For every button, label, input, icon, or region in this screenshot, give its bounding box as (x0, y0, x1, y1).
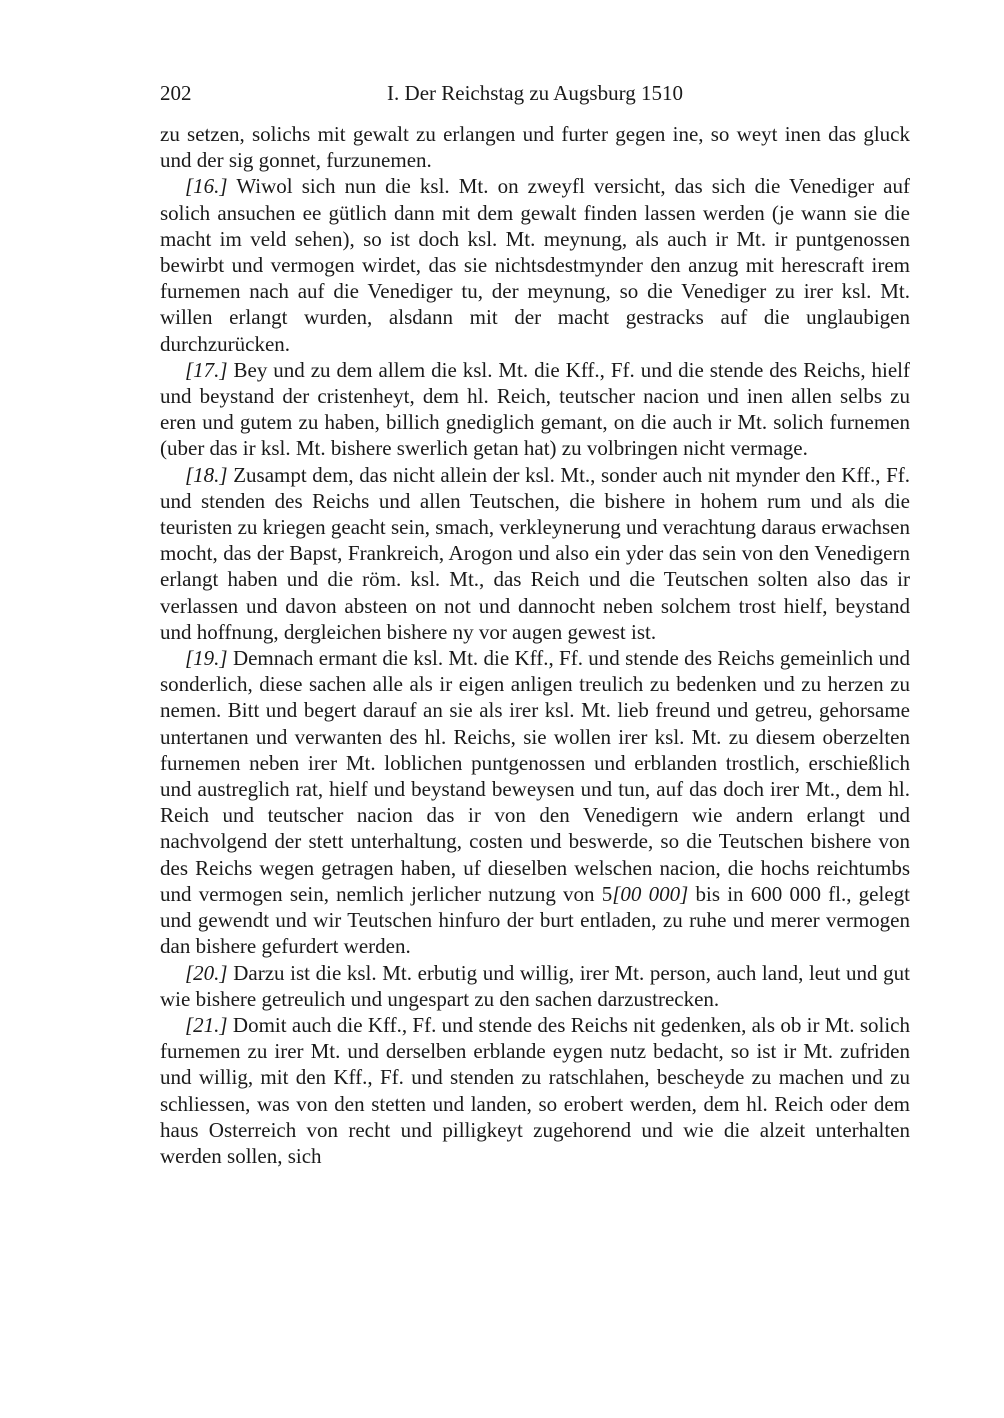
paragraph-number: [16.] (185, 174, 228, 199)
editorial-insert: [00 000] (612, 881, 689, 906)
paragraph-16 (160, 173, 910, 356)
running-title: I. Der Reichstag zu Augsburg 1510 (387, 81, 683, 105)
paragraph-text: Darzu ist die ksl. Mt. erbutig und willig, irer Mt. person, auch land, leut und gut wie bishere getreulich und ungespart zu den sachen darzustrecken. (160, 960, 911, 1011)
body-text (160, 121, 910, 1169)
paragraph-number: [17.] (185, 357, 228, 382)
paragraph-text: Bey und zu dem allem die ksl. Mt. die Kff., Ff. und die stende des Reichs, hielf und beystand der cristenheyt, dem hl. Reich, teutscher nacion und inen allen selbs zu eren und gutem zu haben, billich gnediglich gemant, on die auch ir Mt. solich furnemen (uber das ir ksl. Mt. bishere swerlich getan hat) zu volbringen nicht vermage. (160, 357, 911, 461)
paragraph-number: [18.] (185, 462, 228, 487)
paragraph-18 (160, 462, 910, 645)
paragraph-21 (160, 1012, 910, 1169)
paragraph-text: Domit auch die Kff., Ff. und stende des Reichs nit gedenken, als ob ir Mt. solich furnemen zu irer Mt. und derselben erblande eygen nutz bedacht, so ist ir Mt. zufriden und willig, mit den Kff., Ff. und stenden zu ratschlahen, bescheyde zu machen und zu schliessen, was von den stetten und landen, so erobert werden, dem hl. Reich oder dem haus Osterreich von recht und pilligkeyt zugehorend und wie die alzeit unterhalten werden sollen, sich (160, 1012, 910, 1168)
paragraph-number: [19.] (185, 646, 228, 671)
paragraph-text-continued: bis in 600 000 fl., gelegt und gewendt und wir Teutschen hinfuro der burt entladen, zu ruhe und merer vermogen dan bishere gefurdert werden. (160, 881, 910, 959)
running-head (160, 78, 910, 108)
paragraph-number: [20.] (185, 960, 228, 985)
paragraph-number: [21.] (185, 1012, 228, 1037)
paragraph-20 (160, 960, 910, 1012)
paragraph-continuation (160, 121, 910, 173)
paragraph-text: zu setzen, solichs mit gewalt zu erlangen und furter gegen ine, so weyt inen das gluck und der sig gonnet, furzunemen. (160, 122, 910, 173)
paragraph-text: Wiwol sich nun die ksl. Mt. on zweyfl versicht, das sich die Venediger auf solich ansuchen ee gütlich dann mit dem gewalt finden lassen werden (je wann sie die macht im veld sehen), so ist doch ksl. Mt. meynung, als auch ir Mt. ir puntgenossen bewirbt und vermogen wirdet, das sie nichtsdestmynder den anzug mit herescraft irem furnemen nach auf die Venediger tu, der meynung, so die Venediger zu irer ksl. Mt. willen erlangt wurden, alsdann mit der macht gestracks auf die unglaubigen durchzurücken. (160, 174, 910, 356)
page-number: 202 (160, 81, 192, 105)
paragraph-text: Zusampt dem, das nicht allein der ksl. Mt., sonder auch nit mynder den Kff., Ff. und stenden des Reichs und allen Teutschen, die bishere in hohem rum und als die teuristen zu kriegen geacht sein, smach, verkleynerung und verachtung daraus erwachsen mocht, das der Bapst, Frankreich, Arogon und also ein yder das sein von den Venedigern erlangt haben und die röm. ksl. Mt., das Reich und die Teutschen solten also das ir verlassen und davon absteen on not und dannocht neben solchem trost hielf, beystand und hoffnung, dergleichen bishere ny vor augen gewest ist. (160, 462, 911, 644)
paragraph-text: Demnach ermant die ksl. Mt. die Kff., Ff. und stende des Reichs gemeinlich und sonderlich, diese sachen alle als ir eigen anligen treulich zu bedenken und zu herzen zu nemen. Bitt und begert darauf an sie als irer ksl. Mt. lieb freund und getreu, gehorsame untertanen und verwanten des hl. Reichs, sie wollen irer ksl. Mt. zu diesem oberzelten furnemen neben irer Mt. loblichen puntgenossen und erblanden trostlich, erschießlich und austreglich rat, hielf und beystand beweysen und tun, auf das doch irer Mt., dem hl. Reich und teutscher nacion das ir von den Venedigern wie andern erlangt und nachvolgend der stett unterhaltung, costen und beswerde, so die Teutschen bishere von des Reichs wegen getragen haben, uf dieselben welschen nacion, die hochs reichtumbs und vermogen sein, nemlich jerlicher nutzung von 5 (160, 646, 910, 906)
paragraph-17 (160, 357, 910, 462)
document-page (160, 78, 910, 1169)
paragraph-19 (160, 645, 910, 959)
